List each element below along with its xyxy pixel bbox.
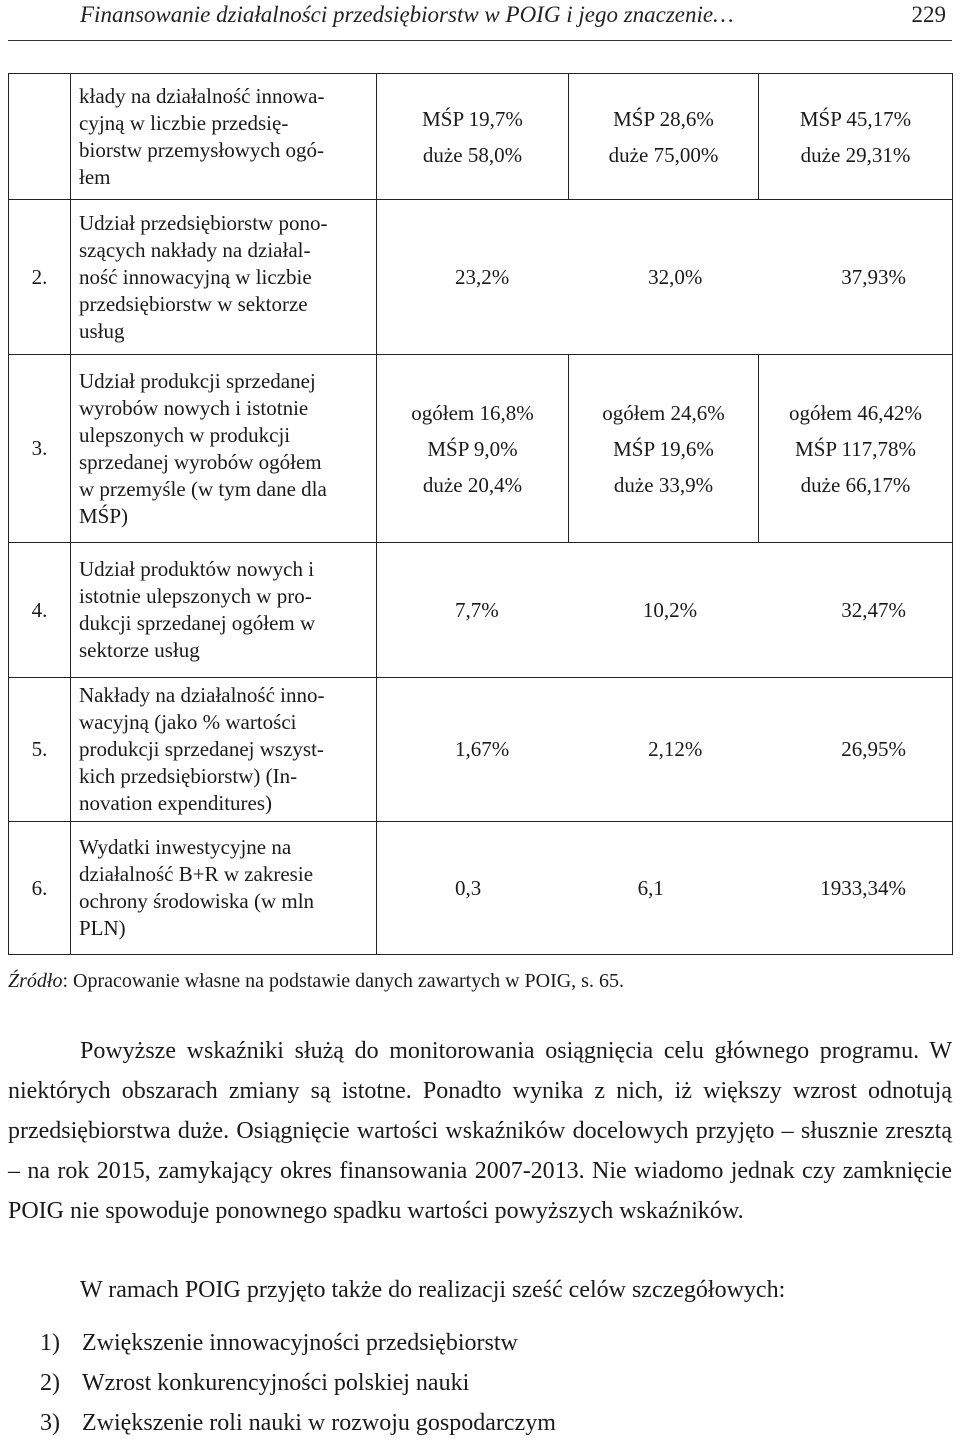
value-cell: [759, 355, 953, 543]
table-row: [9, 678, 953, 822]
indicator-value: 10,2%: [642, 597, 698, 622]
page-header: [8, 0, 952, 41]
description-line: Udział przedsiębiorstw pono-: [79, 210, 328, 235]
indicator-value: 37,93%: [841, 264, 906, 289]
description-line: wacyjną (jako % wartości: [79, 710, 297, 734]
description-line: istotnie ulepszonych w pro-: [79, 584, 312, 608]
indicator-value: 26,95%: [841, 737, 906, 761]
merged-values-cell: [377, 678, 953, 822]
row-number: 6.: [9, 822, 71, 955]
value-cell: [569, 74, 759, 200]
indicator-value: duże 66,17%: [800, 472, 911, 497]
indicator-value: 2,12%: [648, 737, 703, 761]
indicator-value: 6,1: [637, 875, 664, 900]
description-line: przedsiębiorstw w sektorze: [79, 291, 308, 316]
description-line: ulepszonych w produkcji: [79, 422, 291, 447]
row-number: 4.: [9, 543, 71, 678]
indicator-value: 23,2%: [455, 264, 510, 289]
list-marker: 3): [40, 1410, 60, 1436]
indicator-value: MŚP 19,6%: [613, 436, 714, 461]
table-source-note: [8, 970, 624, 993]
indicators-table: [8, 73, 953, 955]
description-line: usług: [79, 318, 125, 343]
merged-values-cell: [377, 543, 953, 678]
description-line: kłady na działalność innowa-: [79, 83, 325, 108]
indicator-value: 1,67%: [455, 737, 510, 761]
description-line: kich przedsiębiorstw) (In-: [79, 764, 298, 788]
indicator-value: 1933,34%: [820, 875, 906, 900]
table-row: [9, 200, 953, 355]
indicator-value: ogółem 24,6%: [602, 400, 725, 425]
indicator-value: 7,7%: [455, 597, 499, 622]
indicator-value: duże 75,00%: [608, 142, 719, 167]
row-number: [9, 74, 71, 200]
description-line: działalność B+R w zakresie: [79, 862, 314, 886]
description-line: Wydatki inwestycyjne na: [79, 835, 292, 859]
indicator-value: duże 29,31%: [800, 142, 911, 167]
description-line: szących nakłady na działal-: [79, 237, 311, 262]
running-title: Finansowanie działalności przedsiębiorstw w POIG i jego znaczenie…: [80, 2, 734, 27]
description-line: Nakłady na działalność inno-: [79, 683, 325, 707]
list-marker: 2): [40, 1370, 60, 1396]
indicator-value: MŚP 9,0%: [427, 436, 518, 461]
indicator-value: ogółem 16,8%: [411, 400, 534, 425]
value-cell: [569, 355, 759, 543]
description-line: ność innowacyjną w liczbie: [79, 264, 312, 289]
description-line: PLN): [79, 916, 126, 940]
description-line: MŚP): [79, 503, 129, 528]
list-item-text: Wzrost konkurencyjności polskiej nauki: [82, 1370, 470, 1396]
description-line: cyjną w liczbie przedsię-: [79, 110, 289, 135]
indicator-value: MŚP 45,17%: [799, 106, 912, 131]
indicator-value: MŚP 117,78%: [795, 436, 916, 461]
paragraph-text: Powyższe wskaźniki służą do monitorowania osiągnięcia celu głównego programu. W niektórych obszarach zmiany są istotne. Ponadto wynika z nich, iż większy wzrost odnotują przedsiębiorstwa duże. Osiągnięcie wartości wskaźników docelowych przyjęto – słusznie zresztą – na rok 2015, zamykający okres finansowania 2007-2013. Nie wiadomo jednak czy zamknięcie POIG nie spowoduje ponownego spadku wartości powyższych wskaźników.: [8, 1038, 952, 1224]
table-row: [9, 355, 953, 543]
indicator-value: duże 58,0%: [422, 142, 523, 167]
value-cell: [759, 74, 953, 200]
indicator-description: [71, 74, 377, 200]
value-cell: [377, 355, 569, 543]
list-item: [8, 1363, 952, 1403]
merged-values-cell: [377, 200, 953, 355]
row-number: 5.: [9, 678, 71, 822]
indicator-value: MŚP 19,7%: [422, 106, 523, 131]
merged-values-cell: [377, 822, 953, 955]
list-item-text: Zwiększenie roli nauki w rozwoju gospodarczym: [82, 1410, 556, 1436]
description-line: wyrobów nowych i istotnie: [79, 395, 309, 420]
description-line: łem: [79, 164, 111, 189]
value-cell: [377, 74, 569, 200]
indicator-description: [71, 355, 377, 543]
description-line: produkcji sprzedanej wszyst-: [79, 737, 324, 761]
indicator-description: [71, 543, 377, 678]
source-label: Źródło: [8, 970, 63, 992]
description-line: Udział produkcji sprzedanej: [79, 368, 316, 393]
description-line: Udział produktów nowych i: [79, 557, 315, 581]
row-number: 3.: [9, 355, 71, 543]
indicator-value: ogółem 46,42%: [789, 400, 922, 425]
table-row: [9, 74, 953, 200]
table-row: [9, 822, 953, 955]
indicator-value: 0,3: [455, 875, 482, 900]
indicator-value: MŚP 28,6%: [613, 106, 714, 131]
paragraph-text: W ramach POIG przyjęto także do realizacji sześć celów szczegółowych:: [80, 1277, 786, 1303]
page-number: 229: [911, 2, 946, 27]
row-number: 2.: [9, 200, 71, 355]
indicator-value: duże 20,4%: [422, 472, 523, 497]
description-line: w przemyśle (w tym dane dla: [79, 476, 327, 501]
description-line: biorstw przemysłowych ogó-: [79, 137, 324, 162]
description-line: ochrony środowiska (w mln: [79, 889, 315, 913]
description-line: novation expenditures): [79, 791, 273, 815]
description-line: dukcji sprzedanej ogółem w: [79, 611, 316, 635]
indicator-value: 32,0%: [648, 264, 703, 289]
description-line: sprzedanej wyrobów ogółem: [79, 449, 322, 474]
indicator-value: 32,47%: [841, 597, 906, 622]
list-item: [8, 1323, 952, 1363]
description-line: sektorze usług: [79, 638, 200, 662]
goals-list: [8, 1323, 952, 1443]
indicator-description: [71, 822, 377, 955]
indicator-value: duże 33,9%: [613, 472, 714, 497]
body-paragraph-2: [8, 1270, 952, 1310]
list-marker: 1): [40, 1330, 60, 1356]
list-item-text: Zwiększenie innowacyjności przedsiębiorstw: [82, 1330, 518, 1356]
body-paragraph-1: [8, 1031, 952, 1231]
indicator-description: [71, 200, 377, 355]
list-item: [8, 1403, 952, 1443]
table-row: [9, 543, 953, 678]
source-text: : Opracowanie własne na podstawie danych zawartych w POIG, s. 65.: [62, 970, 624, 992]
indicator-description: [71, 678, 377, 822]
